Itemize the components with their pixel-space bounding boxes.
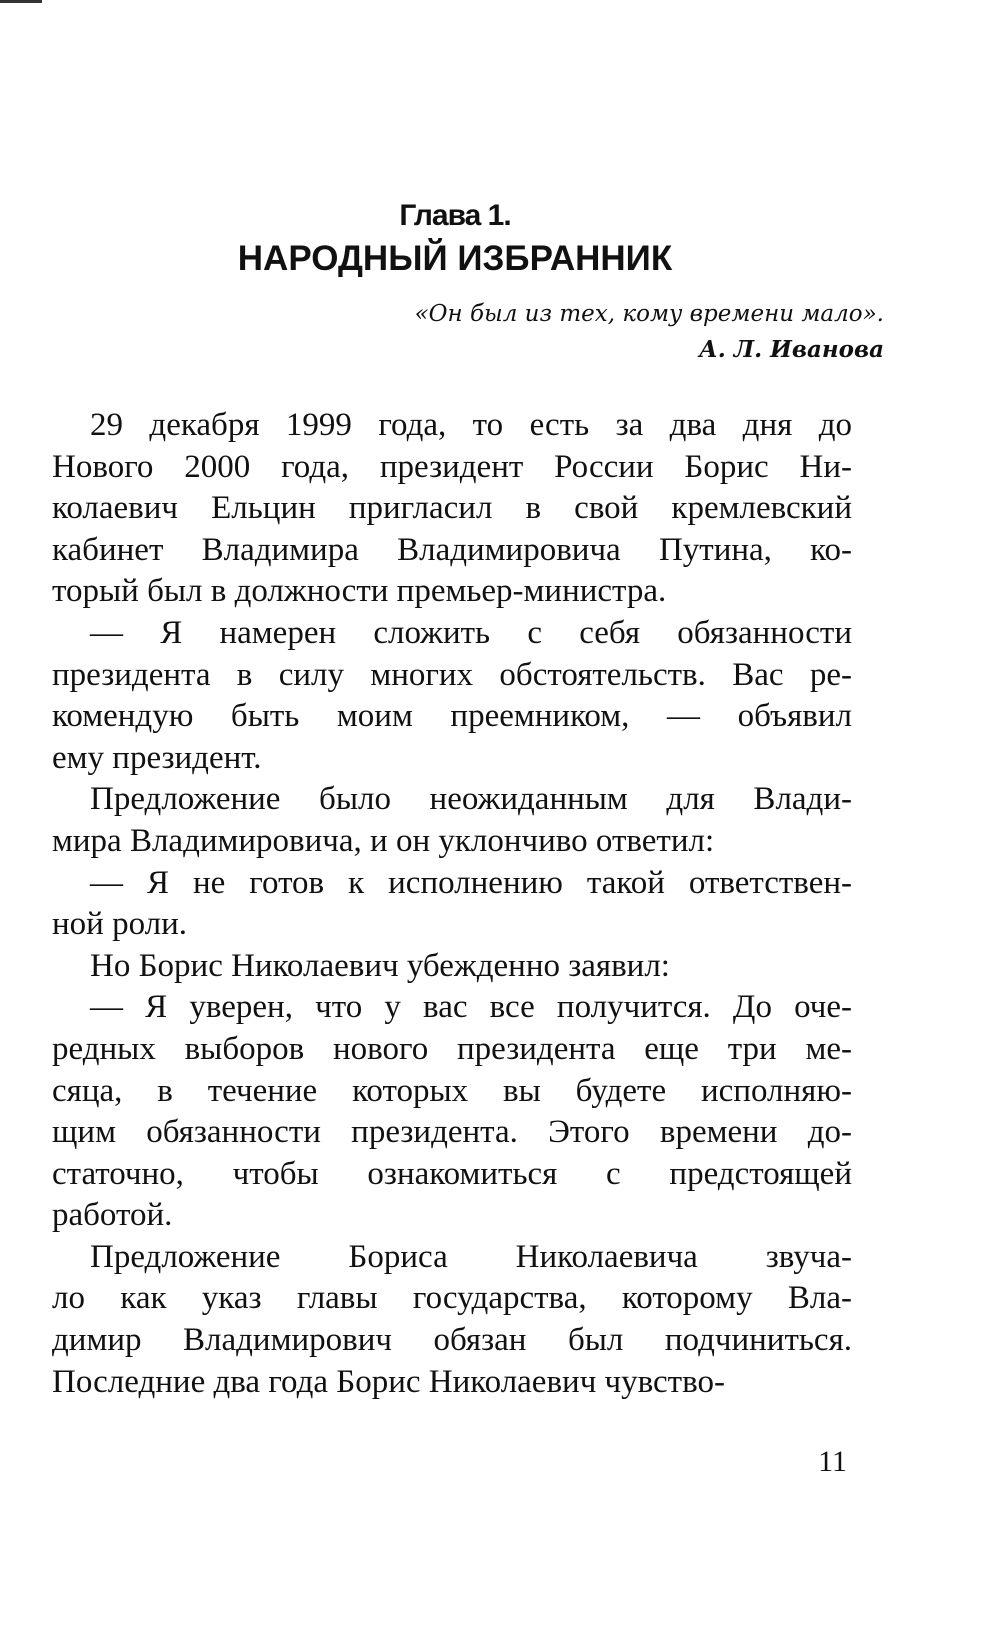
text-line: ему президент. xyxy=(52,739,262,776)
paragraph xyxy=(52,613,852,779)
text-line: 29 декабря 1999 года, то есть за два дня до xyxy=(90,407,852,443)
text-line: президента в силу многих обстоятельств. Вас ре- xyxy=(52,656,852,693)
epigraph-author: А. Л. Иванова xyxy=(699,336,884,363)
scan-edge-mark xyxy=(0,0,42,3)
text-line: Последние два года Борис Николаевич чувство- xyxy=(52,1363,725,1400)
text-line: ло как указ главы государства, которому Вла- xyxy=(52,1280,852,1317)
text-line: кабинет Владимира Владимировича Путина, ко- xyxy=(52,531,852,568)
text-line: редных выборов нового президента еще три ме- xyxy=(52,1030,852,1067)
text-line: — Я намерен сложить с себя обязанности xyxy=(90,614,852,651)
text-line: — Я не готов к исполнению такой ответствен- xyxy=(90,864,852,901)
epigraph-quote: «Он был из тех, кому времени мало». xyxy=(414,301,884,327)
text-line: колаевич Ельцин пригласил в свой кремлевский xyxy=(52,490,852,527)
body-text xyxy=(52,405,852,1403)
text-line: работой. xyxy=(52,1197,173,1234)
paragraph xyxy=(52,946,852,988)
page-number: 11 xyxy=(818,1445,847,1478)
text-line: димир Владимирович обязан был подчиниться. xyxy=(52,1322,852,1359)
chapter-label: Глава 1. xyxy=(399,199,511,232)
text-line: торый был в должности премьер-министра. xyxy=(52,573,667,610)
text-line: Предложение было неожиданным для Влади- xyxy=(90,781,852,818)
paragraph xyxy=(52,1237,852,1403)
text-line: комендую быть моим преемником, — объявил xyxy=(52,698,852,735)
text-line: Предложение Бориса Николаевича звуча- xyxy=(90,1238,852,1275)
text-line: мира Владимировича, и он уклончиво ответил: xyxy=(52,822,715,859)
text-line: Но Борис Николаевич убежденно заявил: xyxy=(90,947,670,984)
text-line: Нового 2000 года, президент России Борис Ни- xyxy=(52,448,852,485)
paragraph xyxy=(52,987,852,1237)
paragraph xyxy=(52,405,852,613)
paragraph xyxy=(52,863,852,946)
text-line: — Я уверен, что у вас все получится. До оче- xyxy=(90,989,852,1026)
paragraph xyxy=(52,779,852,862)
epigraph xyxy=(415,296,884,368)
text-line: сяца, в течение которых вы будете исполняю- xyxy=(52,1072,852,1109)
chapter-title: НАРОДНЫЙ ИЗБРАННИК xyxy=(237,239,673,278)
text-line: статочно, чтобы ознакомиться с предстоящей xyxy=(52,1155,852,1192)
text-line: ной роли. xyxy=(52,906,188,943)
text-line: щим обязанности президента. Этого времени до- xyxy=(52,1114,852,1151)
